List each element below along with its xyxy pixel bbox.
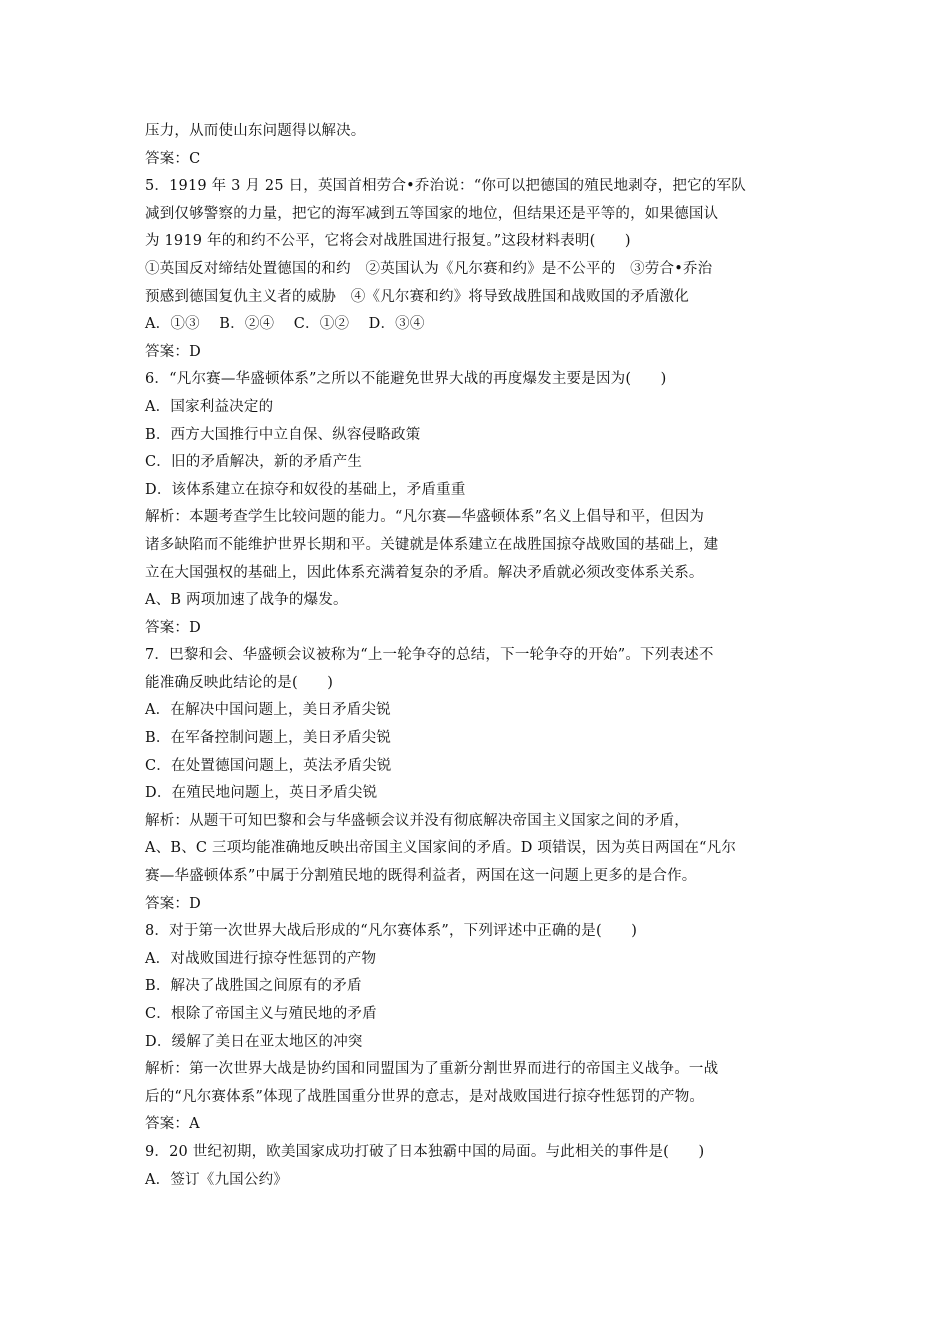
question-5-line: 为 1919 年的和约不公平，它将会对战胜国进行报复。”这段材料表明( ) bbox=[145, 233, 631, 250]
option-line: B．西方大国推行中立自保、纵容侵略政策 bbox=[145, 426, 421, 443]
option-line: A．在解决中国问题上，美日矛盾尖锐 bbox=[145, 702, 391, 719]
question-5-statements: ①英国反对缔结处置德国的和约 ②英国认为《凡尔赛和约》是不公平的 ③劳合•乔治 bbox=[145, 260, 713, 277]
analysis-line: A、B、C 三项均能准确地反映出帝国主义国家间的矛盾。D 项错误，因为英日两国在“凡尔 bbox=[145, 840, 737, 857]
analysis-line: 解析：本题考查学生比较问题的能力。“凡尔赛—华盛顿体系”名义上倡导和平，但因为 bbox=[145, 509, 705, 526]
answer-line: 答案：A bbox=[145, 1116, 200, 1133]
question-5-statements: 预感到德国复仇主义者的威胁 ④《凡尔赛和约》将导致战胜国和战败国的矛盾激化 bbox=[145, 288, 689, 305]
text-line: 压力，从而使山东问题得以解决。 bbox=[145, 123, 366, 139]
answer-line: 答案：C bbox=[145, 150, 201, 167]
option-line: B．在军备控制问题上，美日矛盾尖锐 bbox=[145, 730, 392, 747]
question-9-line: 9．20 世纪初期，欧美国家成功打破了日本独霸中国的局面。与此相关的事件是( ) bbox=[145, 1143, 705, 1160]
option-line: D．该体系建立在掠夺和奴役的基础上，矛盾重重 bbox=[145, 481, 466, 498]
question-5-line: 5．1919 年 3 月 25 日，英国首相劳合•乔治说：“你可以把德国的殖民地剥夺，把它的军队 bbox=[145, 178, 746, 195]
answer-line: 答案：D bbox=[145, 619, 201, 636]
question-5-options: A．①③ B．②④ C．①② D．③④ bbox=[145, 316, 425, 333]
question-7-line: 能准确反映此结论的是( ) bbox=[145, 674, 334, 691]
analysis-line: 解析：第一次世界大战是协约国和同盟国为了重新分割世界而进行的帝国主义战争。一战 bbox=[145, 1061, 719, 1078]
analysis-line: 诸多缺陷而不能维护世界长期和平。关键就是体系建立在战胜国掠夺战败国的基础上，建 bbox=[145, 536, 719, 553]
option-line: D．在殖民地问题上，英日矛盾尖锐 bbox=[145, 785, 378, 802]
option-line: A．签订《九国公约》 bbox=[145, 1171, 288, 1188]
option-line: B．解决了战胜国之间原有的矛盾 bbox=[145, 978, 362, 995]
question-7-line: 7．巴黎和会、华盛顿会议被称为“上一轮争夺的总结，下一轮争夺的开始”。下列表述不 bbox=[145, 647, 714, 664]
analysis-line: 解析：从题干可知巴黎和会与华盛顿会议并没有彻底解决帝国主义国家之间的矛盾， bbox=[145, 812, 689, 829]
analysis-line: 后的“凡尔赛体系”体现了战胜国重分世界的意志，是对战败国进行掠夺性惩罚的产物。 bbox=[145, 1088, 705, 1105]
answer-line: 答案：D bbox=[145, 343, 201, 360]
answer-line: 答案：D bbox=[145, 895, 201, 912]
question-5-line: 减到仅够警察的力量，把它的海军减到五等国家的地位，但结果还是平等的，如果德国认 bbox=[145, 205, 719, 222]
option-line: D．缓解了美日在亚太地区的冲突 bbox=[145, 1033, 363, 1050]
analysis-line: 立在大国强权的基础上，因此体系充满着复杂的矛盾。解决矛盾就必须改变体系关系。 bbox=[145, 564, 704, 581]
question-8-line: 8．对于第一次世界大战后形成的“凡尔赛体系”，下列评述中正确的是( ) bbox=[145, 923, 638, 940]
option-line: C．旧的矛盾解决，新的矛盾产生 bbox=[145, 454, 363, 471]
option-line: A．对战败国进行掠夺性惩罚的产物 bbox=[145, 950, 377, 967]
option-line: C．在处置德国问题上，英法矛盾尖锐 bbox=[145, 757, 392, 774]
analysis-line: A、B 两项加速了战争的爆发。 bbox=[145, 592, 348, 609]
question-6-line: 6．“凡尔赛—华盛顿体系”之所以不能避免世界大战的再度爆发主要是因为( ) bbox=[145, 371, 667, 388]
option-line: C．根除了帝国主义与殖民地的矛盾 bbox=[145, 1006, 377, 1022]
analysis-line: 赛—华盛顿体系”中属于分割殖民地的既得利益者，两国在这一问题上更多的是合作。 bbox=[145, 868, 697, 885]
option-line: A．国家利益决定的 bbox=[145, 398, 274, 415]
document-page bbox=[145, 118, 815, 1194]
